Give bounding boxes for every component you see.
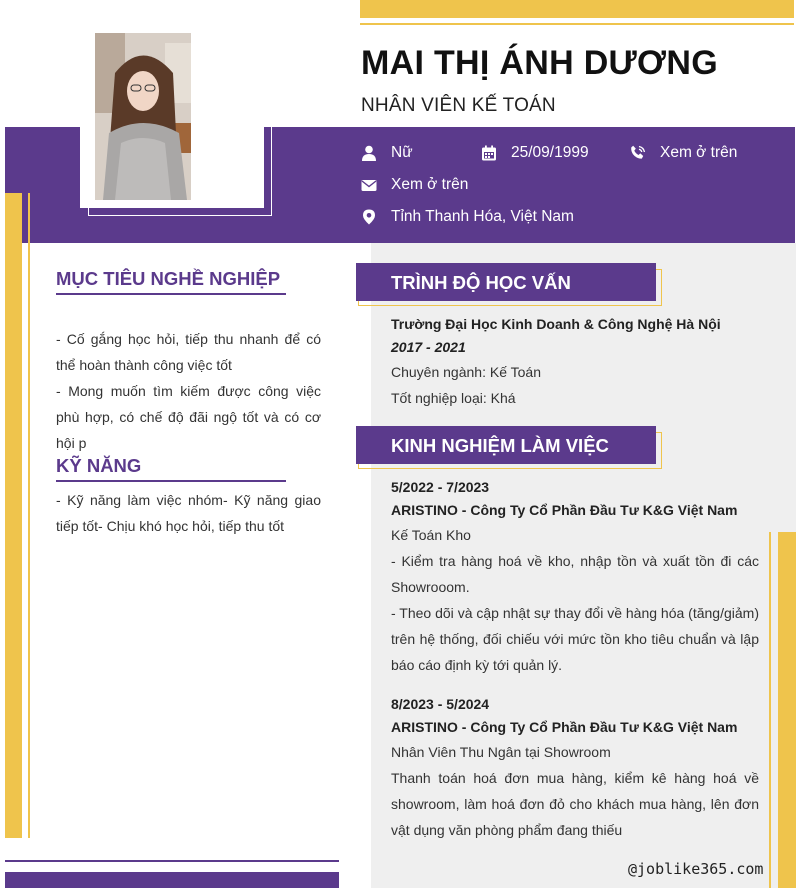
email-icon xyxy=(361,177,377,193)
left-accent-line xyxy=(28,193,30,838)
right-accent-bar xyxy=(778,532,796,888)
job-2-position: Nhân Viên Thu Ngân tại Showroom xyxy=(391,744,611,760)
address-info xyxy=(361,208,574,226)
job-1-period: 5/2022 - 7/2023 xyxy=(391,479,490,495)
education-grade: Tốt nghiệp loại: Khá xyxy=(391,390,516,406)
phone-info xyxy=(630,144,737,162)
job-2-period: 8/2023 - 5/2024 xyxy=(391,696,490,712)
job-1-company: ARISTINO - Công Ty Cổ Phần Đầu Tư K&G Việt Nam xyxy=(391,502,738,518)
experience-heading: KINH NGHIỆM LÀM VIỆC xyxy=(356,426,656,464)
job-1-description-2: - Theo dõi và cập nhật sự thay đổi về hàng hóa (tăng/giảm) trên hệ thống, đối chiếu với mức tồn kho tiêu chuẩn và lập báo cáo định kỳ tới quản lý. xyxy=(391,605,759,673)
location-icon xyxy=(361,209,377,225)
avatar xyxy=(95,33,191,200)
job-1-description-1: - Kiểm tra hàng hoá về kho, nhập tồn và xuất tồn đi các Showrooom. xyxy=(391,553,759,595)
education-school: Trường Đại Học Kinh Doanh & Công Nghệ Hà Nội xyxy=(391,316,721,332)
objective-line-1: - Cố gắng học hỏi, tiếp thu nhanh để có thể hoàn thành công việc tốt xyxy=(56,331,321,373)
top-accent-line xyxy=(360,23,794,25)
gender-value: Nữ xyxy=(391,144,413,161)
job-title: NHÂN VIÊN KẾ TOÁN xyxy=(361,95,556,116)
objective-line-2: - Mong muốn tìm kiếm được công việc phù hợp, có chế độ đãi ngộ tốt và có cơ hội p xyxy=(56,383,321,451)
phone-icon xyxy=(630,145,646,161)
job-2-description-1: Thanh toán hoá đơn mua hàng, kiểm kê hàng hoá về showroom, làm hoá đơn đỏ cho khách mua hàng, lên đơn vật dụng văn phòng phẩm đang thiếu xyxy=(391,770,759,838)
top-accent-bar xyxy=(360,0,794,18)
job-2-company: ARISTINO - Công Ty Cổ Phần Đầu Tư K&G Việt Nam xyxy=(391,719,738,735)
left-accent-bar xyxy=(5,193,22,838)
job-1-position: Kế Toán Kho xyxy=(391,527,471,543)
education-period: 2017 - 2021 xyxy=(391,339,466,355)
bottom-accent-bar xyxy=(5,872,339,888)
gender-info xyxy=(361,144,413,162)
email-value: Xem ở trên xyxy=(391,176,469,193)
skills-text: - Kỹ năng làm việc nhóm- Kỹ năng giao tiếp tốt- Chịu khó học hỏi, tiếp thu tốt xyxy=(56,492,321,534)
address-value: Tỉnh Thanh Hóa, Việt Nam xyxy=(391,208,574,225)
objective-heading: MỤC TIÊU NGHỀ NGHIỆP xyxy=(56,268,281,289)
skills-heading-underline xyxy=(56,480,286,482)
birthday-info xyxy=(481,144,589,162)
email-info xyxy=(361,176,468,194)
education-heading: TRÌNH ĐỘ HỌC VẤN xyxy=(356,263,656,301)
phone-value: Xem ở trên xyxy=(660,144,738,161)
education-major: Chuyên ngành: Kế Toán xyxy=(391,364,541,380)
right-accent-line xyxy=(769,532,771,888)
avatar-image xyxy=(95,33,191,200)
bottom-accent-line xyxy=(5,860,339,862)
candidate-name: MAI THỊ ÁNH DƯƠNG xyxy=(361,44,718,82)
skills-heading: KỸ NĂNG xyxy=(56,455,142,476)
birthday-value: 25/09/1999 xyxy=(511,144,589,161)
user-icon xyxy=(361,145,377,161)
calendar-icon xyxy=(481,145,497,161)
objective-text xyxy=(56,326,321,456)
objective-heading-underline xyxy=(56,293,286,295)
watermark: @joblike365.com xyxy=(628,860,764,878)
